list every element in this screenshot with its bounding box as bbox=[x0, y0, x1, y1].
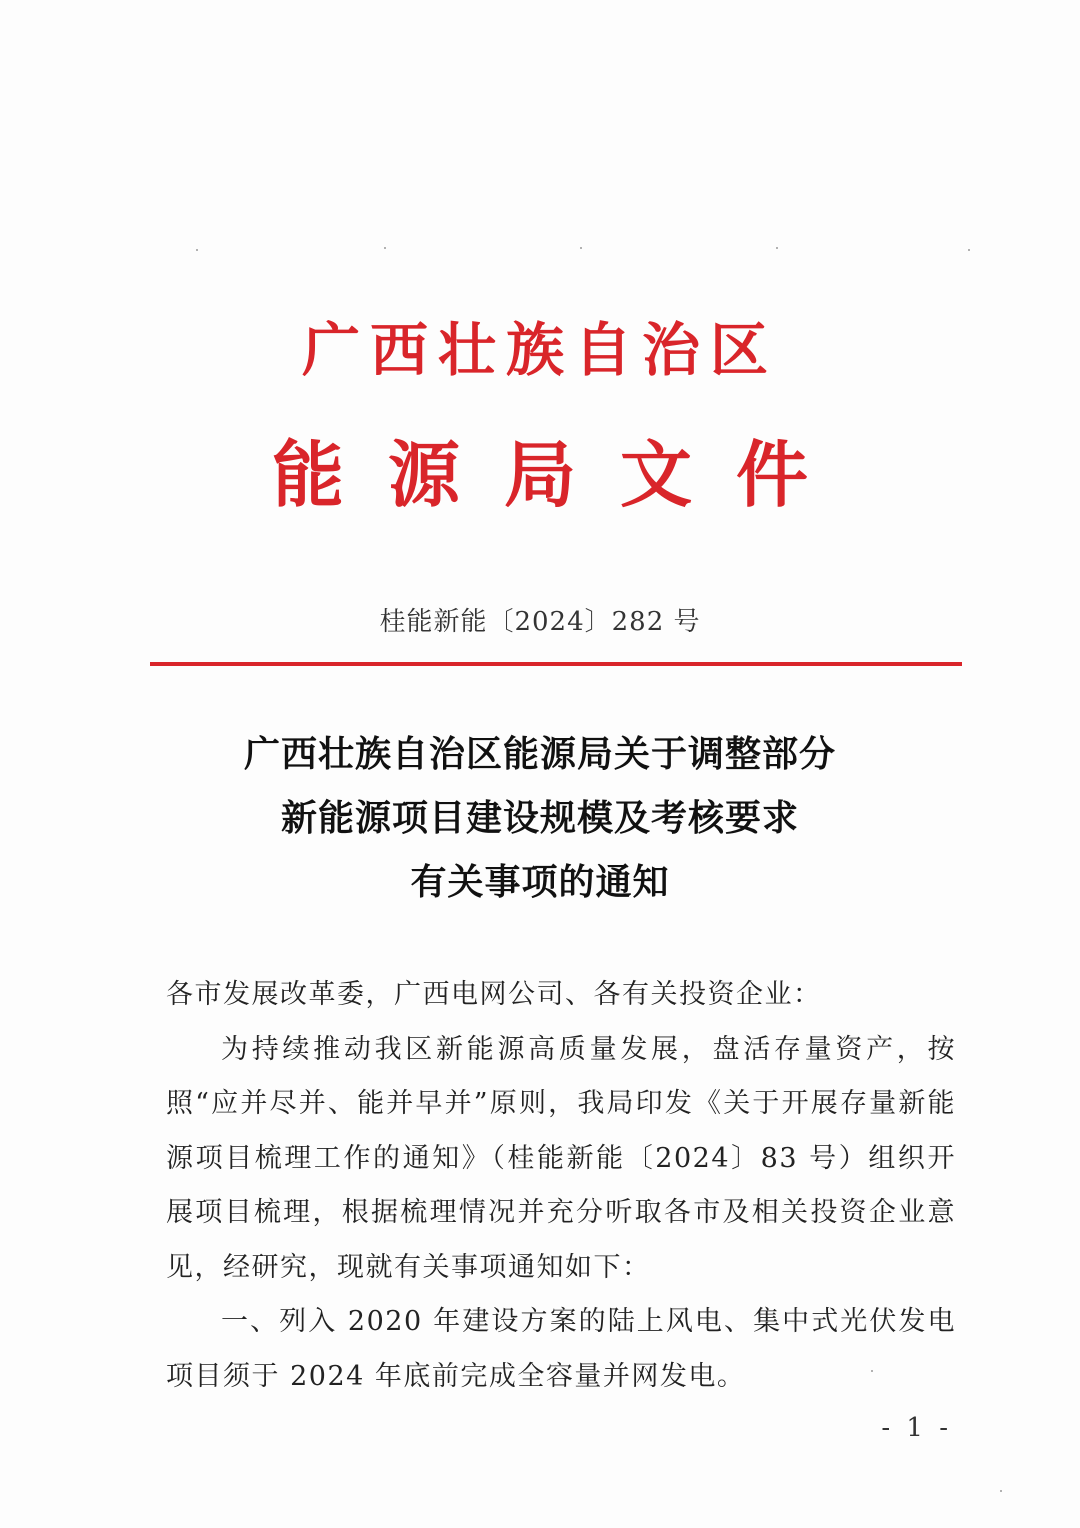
scan-speck bbox=[1000, 1490, 1002, 1492]
issuer-name: 广西壮族自治区 bbox=[301, 316, 778, 384]
body-paragraph-1: 为持续推动我区新能源高质量发展，盘活存量资产，按照“应并尽并、能并早并”原则，我局印发《关于开展存量新能源项目梳理工作的通知》（桂能新能〔2024〕83 号）组织开展项目梳理，根据梳理情况并充分听取各市及相关投资企业意见，经研究，现就有关事项通知如下： bbox=[166, 1033, 956, 1283]
document-number: 桂能新能〔2024〕282 号 bbox=[379, 607, 701, 637]
document-body bbox=[166, 968, 956, 1404]
addressee-line: 各市发展改革委，广西电网公司、各有关投资企业： bbox=[166, 979, 822, 1010]
title-line-3: 有关事项的通知 bbox=[410, 861, 670, 903]
scan-speck bbox=[776, 247, 778, 249]
scan-speck bbox=[968, 249, 970, 251]
document-type-heading: 能源局文件 bbox=[271, 432, 852, 517]
scan-speck bbox=[580, 247, 582, 249]
body-paragraph-2: 一、列入 2020 年建设方案的陆上风电、集中式光伏发电项目须于 2024 年底前完成全容量并网发电。 bbox=[166, 1306, 956, 1392]
red-separator-line bbox=[150, 662, 962, 666]
document-title bbox=[0, 722, 1080, 914]
page-number: - 1 - bbox=[881, 1413, 952, 1443]
scan-speck bbox=[196, 249, 198, 251]
title-line-2: 新能源项目建设规模及考核要求 bbox=[280, 797, 799, 839]
scan-speck bbox=[384, 247, 386, 249]
title-line-1: 广西壮族自治区能源局关于调整部分 bbox=[243, 733, 836, 775]
